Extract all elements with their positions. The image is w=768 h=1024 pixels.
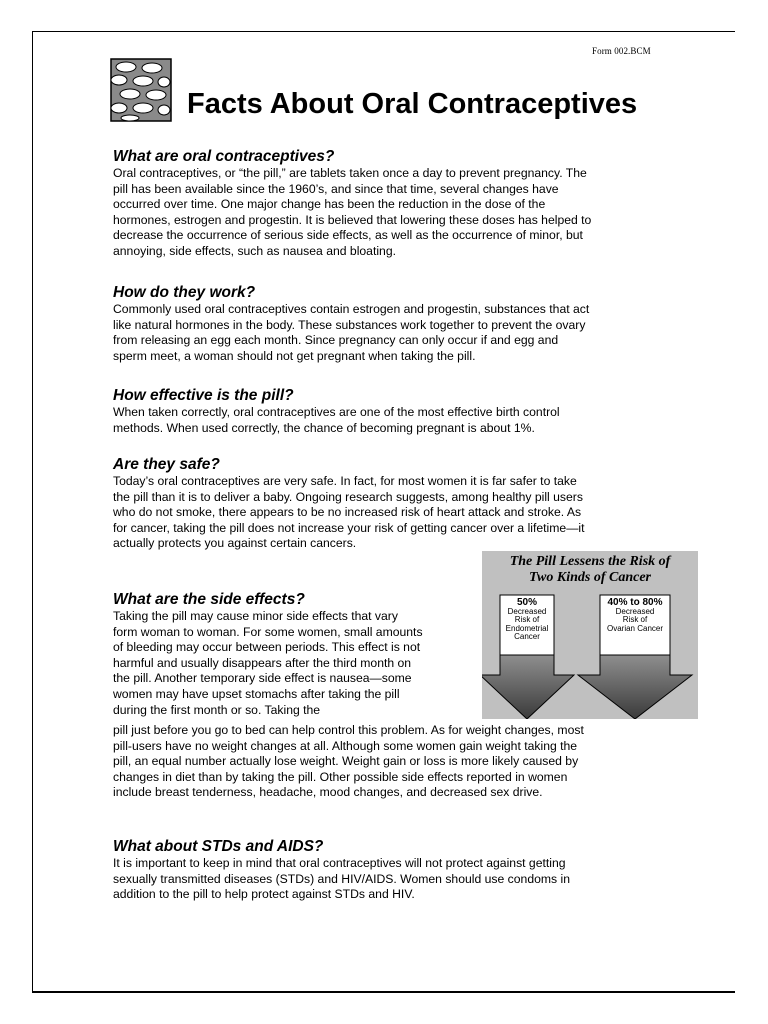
text-line: occurred over time. One major change has been the reduction in the dose of the <box>113 197 546 212</box>
label-line: Ovarian Cancer <box>606 623 664 633</box>
text-line: include breast tenderness, headache, mood changes, and decreased sex drive. <box>113 785 543 800</box>
text-line: actually protects you against certain cancers. <box>113 536 357 551</box>
text-line: Taking the pill may cause minor side effects that vary <box>113 609 398 623</box>
text-line: hormones, estrogen and progestin. It is believed that lowering these doses has helped to <box>113 212 592 227</box>
text-line: the pill. Another temporary side effect is nausea—some <box>113 671 412 686</box>
text-line: from releasing an egg each month. Since pregnancy can only occur if and egg and <box>113 333 559 348</box>
label-line: Decreased <box>615 606 655 616</box>
text-line: Commonly used oral contraceptives contain estrogen and progestin, substances that act <box>113 302 590 316</box>
text-line: for cancer, taking the pill does not increase your risk of getting cancer over a lifetime—it <box>113 520 585 535</box>
paragraph-side-effects-wide <box>113 723 584 801</box>
text-line: harmful and usually disappears after the third month on <box>113 655 412 670</box>
text-line: like natural hormones in the body. These substances work together to prevent the ovary <box>113 317 586 332</box>
text-line: When taken correctly, oral contraceptives are one of the most effective birth control <box>113 405 560 419</box>
form-code: Form 002.BCM <box>592 46 651 56</box>
paragraph-what-are <box>113 166 591 260</box>
text-line: of bleeding may occur between periods. This effect is not <box>113 640 421 655</box>
text-line: sexually transmitted diseases (STDs) and HIV/AIDS. Women should use condoms in <box>113 871 571 886</box>
text-line: pill-users have no weight changes at all. Although some women gain weight taking the <box>113 738 578 753</box>
figure-title-line2: Two Kinds of Cancer <box>529 570 651 585</box>
text-line: form woman to woman. For some women, small amounts <box>113 624 423 639</box>
label-line: Cancer <box>514 632 540 642</box>
paragraph-how-work <box>113 302 589 364</box>
ovarian-label <box>600 599 670 633</box>
text-line: during the first month or so. Taking the <box>113 702 321 717</box>
label-line: Endometrial <box>505 623 549 633</box>
text-line: methods. When used correctly, the chance of becoming pregnant is about 1%. <box>113 420 535 435</box>
text-line: pill, an equal number actually lose weight. Weight gain or loss is more likely caused by <box>113 754 579 769</box>
cancer-risk-figure <box>482 551 698 719</box>
heading-how-effective: How effective is the pill? <box>113 387 294 404</box>
endometrial-label <box>500 599 554 642</box>
heading-side-effects: What are the side effects? <box>113 591 305 608</box>
paragraph-how-effective <box>113 405 560 436</box>
pill-pack-icon <box>110 58 172 122</box>
text-line: Today’s oral contraceptives are very safe. In fact, for most women it is far safer to take <box>113 474 577 488</box>
text-line: annoying, side effects, such as nausea and bloating. <box>113 243 396 258</box>
figure-title-line1: The Pill Lessens the Risk of <box>509 554 671 569</box>
text-line: decrease the occurrence of serious side effects, as well as the occurrence of minor, but <box>113 228 583 243</box>
text-line: addition to the pill to help protect against STDs and HIV. <box>113 887 415 902</box>
endometrial-percent: 50% <box>516 597 537 608</box>
paragraph-side-effects-narrow <box>113 609 423 718</box>
heading-how-work: How do they work? <box>113 284 256 301</box>
text-line: who do not smoke, there appears to be no increased risk of heart attack and stroke. As <box>113 505 582 520</box>
page-title: Facts About Oral Contraceptives <box>187 88 638 120</box>
text-line: changes in diet than by taking the pill. Other possible side effects reported in women <box>113 769 568 784</box>
text-line: sperm meet, a woman should not get pregnant when taking the pill. <box>113 348 476 363</box>
label-line: Decreased <box>507 606 547 616</box>
text-line: It is important to keep in mind that oral contraceptives will not protect against getting <box>113 856 566 870</box>
label-line: Risk of <box>514 615 540 625</box>
text-line: pill just before you go to bed can help control this problem. As for weight changes, most <box>113 723 584 737</box>
heading-safe: Are they safe? <box>113 456 220 473</box>
text-line: pill has been available since the 1960’s, and since that time, several changes have <box>113 181 559 196</box>
text-line: women may have upset stomachs after taking the pill <box>113 686 400 701</box>
heading-stds: What about STDs and AIDS? <box>113 838 324 855</box>
ovarian-percent: 40% to 80% <box>607 597 663 608</box>
paragraph-stds <box>113 856 570 903</box>
text-line: Oral contraceptives, or “the pill,” are tablets taken once a day to prevent pregnancy. The <box>113 166 587 180</box>
label-line: Risk of <box>622 615 648 625</box>
heading-what-are: What are oral contraceptives? <box>113 148 335 165</box>
text-line: the pill than it is to deliver a baby. Ongoing research suggests, among healthy pill users <box>113 489 583 504</box>
paragraph-safe <box>113 474 584 552</box>
